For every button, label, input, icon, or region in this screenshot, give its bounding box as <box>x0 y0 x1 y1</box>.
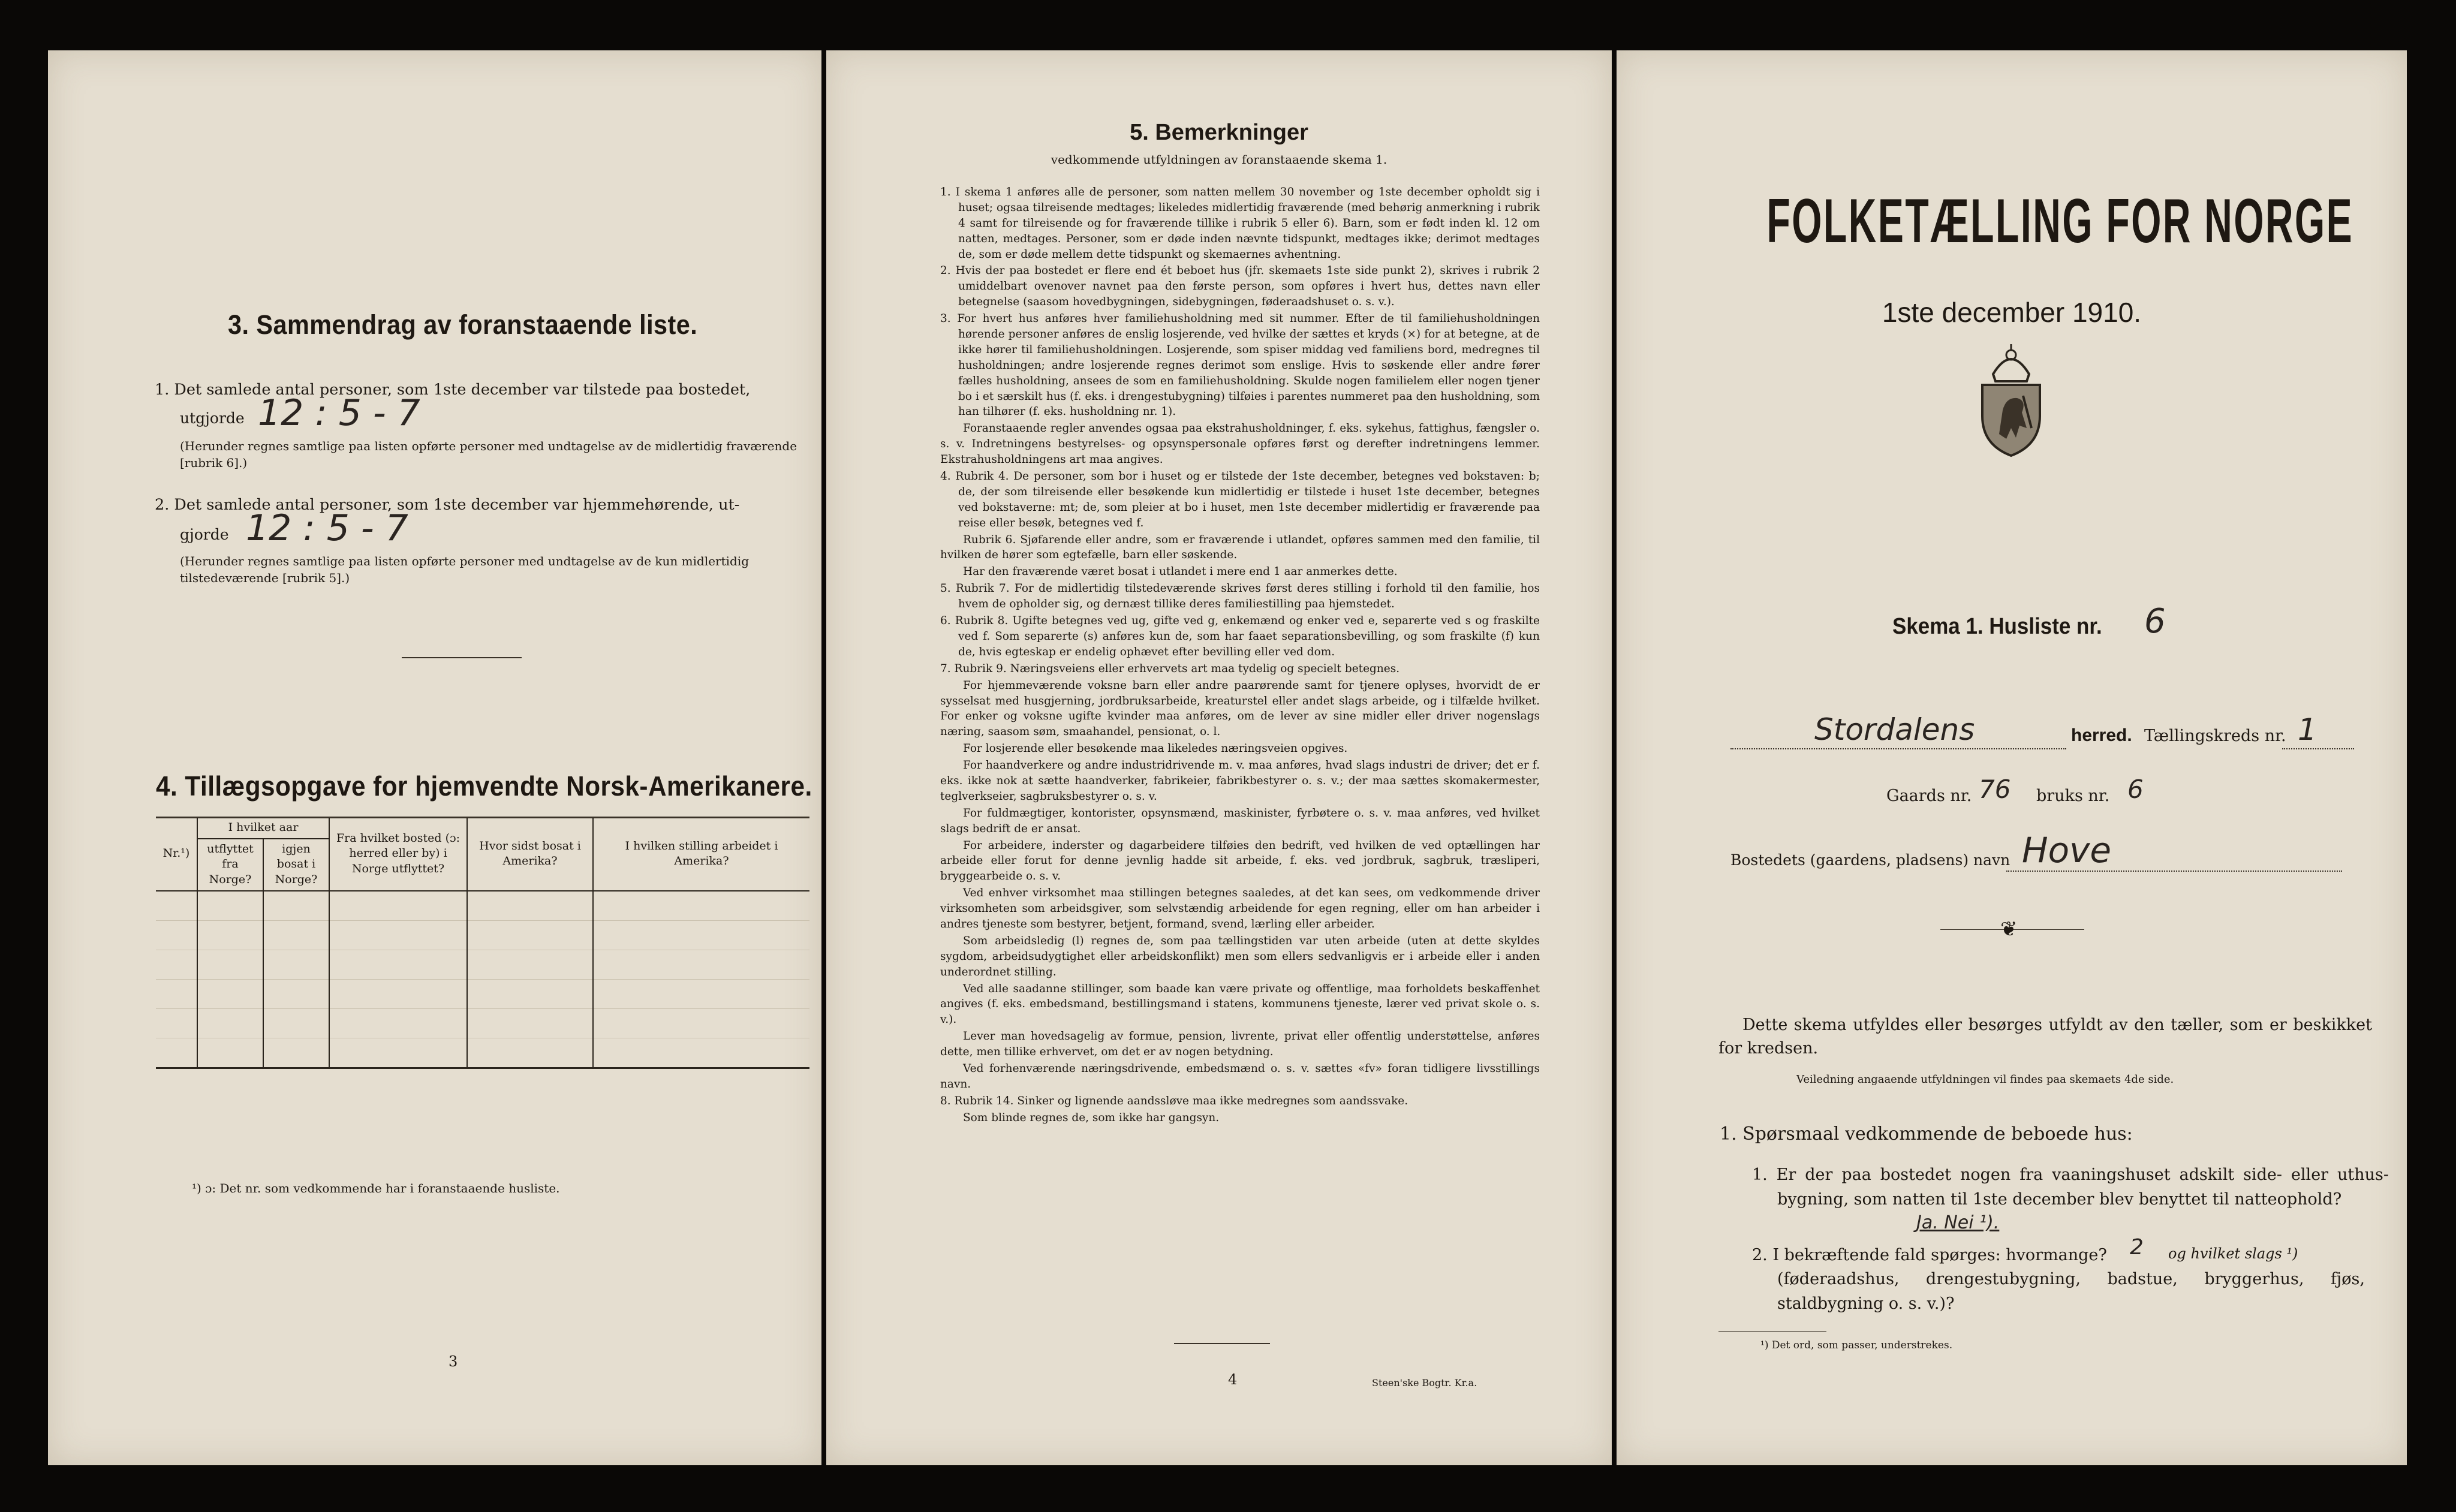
census-date: 1ste december 1910. <box>1882 297 2142 328</box>
bosted-label: Bostedets (gaardens, pladsens) navn <box>1730 851 2010 869</box>
remark-6: 6. Rubrik 8. Ugifte betegnes ved ug, gifte ved g, enkemænd og enker ved e, separerte ved s og fraskilte ved f. Som separerte (s) anføres kun de, som har faaet separationsbevilling, og som fraskilte (f) kun de, hvis egteskap er endelig ophævet efter bevilling eller ved dom. <box>940 615 1540 658</box>
remark-7-f: Ved enhver virksomhet maa stillingen betegnes saaledes, at det kan sees, om vedkommende driver virksomheten som arbeidsgiver, som selvstændig arbeidende for egen regning, eller om han arbeider i andres tjeneste som bestyrer, betjent, formand, svend, lærling eller arbeider. <box>940 887 1540 930</box>
right-page <box>1617 50 2407 1465</box>
table-footnote: ¹) ɔ: Det nr. som vedkommende har i foranstaaende husliste. <box>192 1181 560 1195</box>
col-nr: Nr.¹) <box>156 818 197 891</box>
remarks-title: 5. Bemerkninger <box>1130 120 1308 145</box>
remark-7-h: Ved alle saadanne stillinger, som baade kan være private og offentlige, maa forholdets beskaffenhet angives (f. eks. embedsmand, bestillingsmand i statens, kommunens tjeneste, lærer ved privat skole o. s. v.). <box>940 982 1540 1026</box>
table-row <box>156 950 809 979</box>
item2-note: (Herunder regnes samtlige paa listen opførte personer med undtagelse av de kun midlertidig tilstedeværende [rubrik 5].) <box>180 554 750 586</box>
remark-4: 4. Rubrik 4. De personer, som bor i huset og er tilstede der 1ste december, betegnes ved bokstaven: b; de, der som tilreisende eller besøkende kun midlertidig er tilstede i huset 1ste december, betegnes ved bokstaverne: mt; de, som pleier at bo i huset, men 1ste december midlertidig er fraværende paa reise eller besøk, betegnes ved f. <box>940 470 1540 529</box>
bosted-value[interactable]: Hove <box>2022 830 2112 871</box>
item1-text: 1. Det samlede antal personer, som 1ste december var tilstede paa bostedet, <box>155 381 751 399</box>
question-2-a: 2. I bekræftende fald spørges: hvormange? <box>1752 1246 2107 1264</box>
divider <box>402 657 522 658</box>
table-row <box>156 891 809 921</box>
remarks-body <box>940 185 1540 1127</box>
herred-value[interactable]: Stordalens <box>1814 712 1975 747</box>
footnote-rule <box>1718 1331 1826 1332</box>
remark-7-e: For arbeidere, inderster og dagarbeidere tilføies den bedrift, ved hvilken de ved optællingen har arbeide eller forut for denne jevnlig hadde sit arbeide, f. eks. ved jordbruk, sagbruk, træsliperi, bryggearbeide o. s. v. <box>940 839 1540 883</box>
remark-7-g: Som arbeidsledig (l) regnes de, som paa tællingstiden var uten arbeide (uten at dette skyldes sygdom, arbeidsudygtighet eller arbeidskonflikt) men som ellers sedvanligvis er i arbeide eller i anden underordnet stilling. <box>940 934 1540 978</box>
table-row <box>156 920 809 950</box>
gaards-value[interactable]: 76 <box>1979 775 2011 804</box>
item1-utgjorde: utgjorde <box>180 409 245 427</box>
divider <box>1174 1343 1270 1344</box>
col-igjen: igjen bosat i Norge? <box>263 839 329 891</box>
remark-7: 7. Rubrik 9. Næringsveiens eller erhvervets art maa tydelig og specielt betegnes. <box>940 662 1400 675</box>
remarks-subtitle: vedkommende utfyldningen av foranstaaende skema 1. <box>1051 152 1387 167</box>
bruks-value[interactable]: 6 <box>2127 775 2144 804</box>
kreds-line <box>2282 748 2354 750</box>
schema-label: Skema 1. Husliste nr. <box>1892 614 2102 639</box>
remark-5: 5. Rubrik 7. For de midlertidig tilstedeværende skrives først deres stilling i forhold til den familie, hos hvem de opholder sig, og dernæst tillike deres familiestilling paa hjemstedet. <box>940 582 1540 611</box>
item2-text: 2. Det samlede antal personer, som 1ste december var hjemmehørende, ut- <box>155 496 740 514</box>
col-utflyttet: utflyttet fra Norge? <box>197 839 263 891</box>
kreds-label: Tællingskreds nr. <box>2144 727 2286 745</box>
remark-8-blinde: Som blinde regnes de, som ikke har gangsyn. <box>963 1111 1220 1124</box>
col-hvor: Hvor sidst bosat i Amerika? <box>467 818 593 891</box>
husliste-nr: 6 <box>2144 602 2166 641</box>
remark-7-c: For haandverkere og andre industridrivende m. v. maa anføres, hvad slags industri de driver; det er f. eks. ikke nok at sætte haandverker, fabrikeier, fabrikbestyrer o. s. v.; der maa sættes skomakermester, teglverkseier, sagbruksbestyrer o. s. v. <box>940 759 1540 803</box>
question-2-count[interactable]: 2 <box>2130 1235 2144 1260</box>
kreds-value[interactable]: 1 <box>2298 712 2317 747</box>
page-number: 3 <box>449 1353 458 1370</box>
ornament-icon: ❦ <box>2000 917 2018 941</box>
printer-mark: Steen'ske Bogtr. Kr.a. <box>1372 1377 1477 1388</box>
remark-3: 3. For hvert hus anføres hver familiehusholdning med sit nummer. Efter de til familiehusholdningen hørende personer anføres de enslig losjerende, ved hvilke der sættes et kryds (×) for at betegne, at de ikke hører til familiehusholdningen. Losjerende, som spiser middag ved familiens bord, medregnes til husholdningen; andre losjerende regnes derimot som enslige. Hvis to søskende eller andre fører fælles husholdning, ansees de som en familiehusholdning. Skulde nogen familielem eller nogen tjener bo i et særskilt hus (f. eks. i drengestubygning) tilføies i parentes nummeret paa den husholdning, som han tilhører (f. eks. husholdning nr. 1). <box>940 312 1540 418</box>
remark-2: 2. Hvis der paa bostedet er flere end ét beboet hus (jfr. skemaets 1ste side punkt 2), skrives i rubrik 2 umiddelbart ovenover navnet paa den første person, som opføres i hvert hus, dettes navn eller betegnelse (saasom hovedbygningen, sidebygningen, føderaadshuset o. s. v.). <box>940 264 1540 309</box>
footnote: ¹) Det ord, som passer, understrekes. <box>1760 1339 1953 1351</box>
herred-label: herred. <box>2071 725 2132 745</box>
question-1: 1. Er der paa bostedet nogen fra vaaningshuset adskilt side- eller uthus-bygning, som natten til 1ste december blev benyttet til natteophold? <box>1752 1165 2389 1209</box>
question-1-answer[interactable]: Ja. Nei ¹). <box>1916 1212 2000 1233</box>
census-title: FOLKETÆLLING FOR NORGE <box>1766 186 2354 256</box>
coat-of-arms-icon <box>1969 338 2053 458</box>
bruks-label: bruks nr. <box>2036 787 2110 805</box>
herred-line <box>1730 748 2066 750</box>
remark-7-d: For fuldmægtiger, kontorister, opsynsmænd, maskinister, fyrbøtere o. s. v. maa anføres, ved hvilket slags bedrift de er ansat. <box>940 806 1540 835</box>
table-row <box>156 1038 809 1068</box>
middle-page <box>826 50 1612 1465</box>
bosted-line <box>2006 871 2342 872</box>
item2-value: 12 : 5 - 7 <box>246 507 408 549</box>
section3-title: 3. Sammendrag av foranstaaende liste. <box>228 309 698 340</box>
remark-7-i: Lever man hovedsagelig av formue, pension, livrente, privat eller offentlig understøttelse, anføres dette, men tillike erhvervet, om det er av nogen betydning. <box>940 1030 1540 1059</box>
remark-7-j: Ved forhenværende næringsdrivende, embedsmænd o. s. v. sættes «fv» foran tidligere livsstillings navn. <box>940 1062 1540 1091</box>
question-2-b: og hvilket slags ¹) <box>2168 1245 2298 1262</box>
remark-3-cont: Foranstaaende regler anvendes ogsaa paa ekstrahusholdninger, f. eks. sykehus, fattighus, fængsler o. s. v. Indretningens bestyrelses- og opsynspersonale opføres først og derefter indretningens lemmer. Ekstrahusholdningens art maa angives. <box>940 422 1540 466</box>
page-number: 4 <box>1228 1371 1238 1388</box>
col-fra-sted: Fra hvilket bosted (ɔ: herred eller by) i Norge utflyttet? <box>329 818 467 891</box>
col-year-group: I hvilket aar <box>197 818 329 839</box>
item2-utgjorde: gjorde <box>180 526 229 543</box>
norsk-amerikanere-table <box>156 818 809 1069</box>
remark-4-rubrik6: Rubrik 6. Sjøfarende eller andre, som er fraværende i utlandet, opføres sammen med den familie, til hvilken de hører som egtefælle, barn eller søskende. <box>940 533 1540 562</box>
gaards-label: Gaards nr. <box>1886 787 1972 805</box>
intro-text: Dette skema utfyldes eller besørges utfyldt av den tæller, som er beskikket for kredsen. <box>1718 1016 2372 1058</box>
section4-title: 4. Tillægsopgave for hjemvendte Norsk-Amerikanere. <box>156 770 812 802</box>
questions-title: 1. Spørsmaal vedkommende de beboede hus: <box>1720 1124 2133 1144</box>
item1-value: 12 : 5 - 7 <box>258 392 420 434</box>
table-row <box>156 979 809 1008</box>
remark-7-a: For hjemmeværende voksne barn eller andre paarørende samt for tjenere oplyses, hvorvidt de er sysselsat med husgjerning, jordbruksarbeide, kreaturstel eller andet slags arbeide, og i tilfælde hvilket. For enker og voksne ugifte kvinder maa anføres, om de lever av sine midler eller driver nogenslags næring, saasom søm, smaahandel, pensionat, o. l. <box>940 679 1540 739</box>
question-2-c: (føderaadshus, drengestubygning, badstue, bryggerhus, fjøs, staldbygning o. s. v.)? <box>1777 1270 2365 1313</box>
left-page <box>48 50 821 1465</box>
item1-note: (Herunder regnes samtlige paa listen opførte personer med undtagelse av de midlertidig fraværende [rubrik 6].) <box>180 439 797 471</box>
table-row <box>156 1008 809 1038</box>
remark-7-b: For losjerende eller besøkende maa likeledes næringsveien opgives. <box>963 742 1348 755</box>
col-stilling: I hvilken stilling arbeidet i Amerika? <box>593 818 809 891</box>
veiledning-text: Veiledning angaaende utfyldningen vil findes paa skemaets 4de side. <box>1796 1073 2174 1086</box>
remark-8: 8. Rubrik 14. Sinker og lignende aandssløve maa ikke medregnes som aandssvake. <box>940 1094 1408 1107</box>
remark-1: 1. I skema 1 anføres alle de personer, som natten mellem 30 november og 1ste december opholdt sig i huset; ogsaa tilreisende medtages; likeledes midlertidig fraværende (med behørig anmerkning i rubrik 4 samt for tilreisende og for fraværende tillike i rubrik 5 eller 6). Barn, som er født inden kl. 12 om natten, medtages. Personer, som er døde inden nævnte tidspunkt, medtages ikke; derimot medtages de, som er døde mellem dette tidspunkt og skemaernes avhentning. <box>940 186 1540 261</box>
remark-4-bosat: Har den fraværende været bosat i utlandet i mere end 1 aar anmerkes dette. <box>963 565 1398 579</box>
